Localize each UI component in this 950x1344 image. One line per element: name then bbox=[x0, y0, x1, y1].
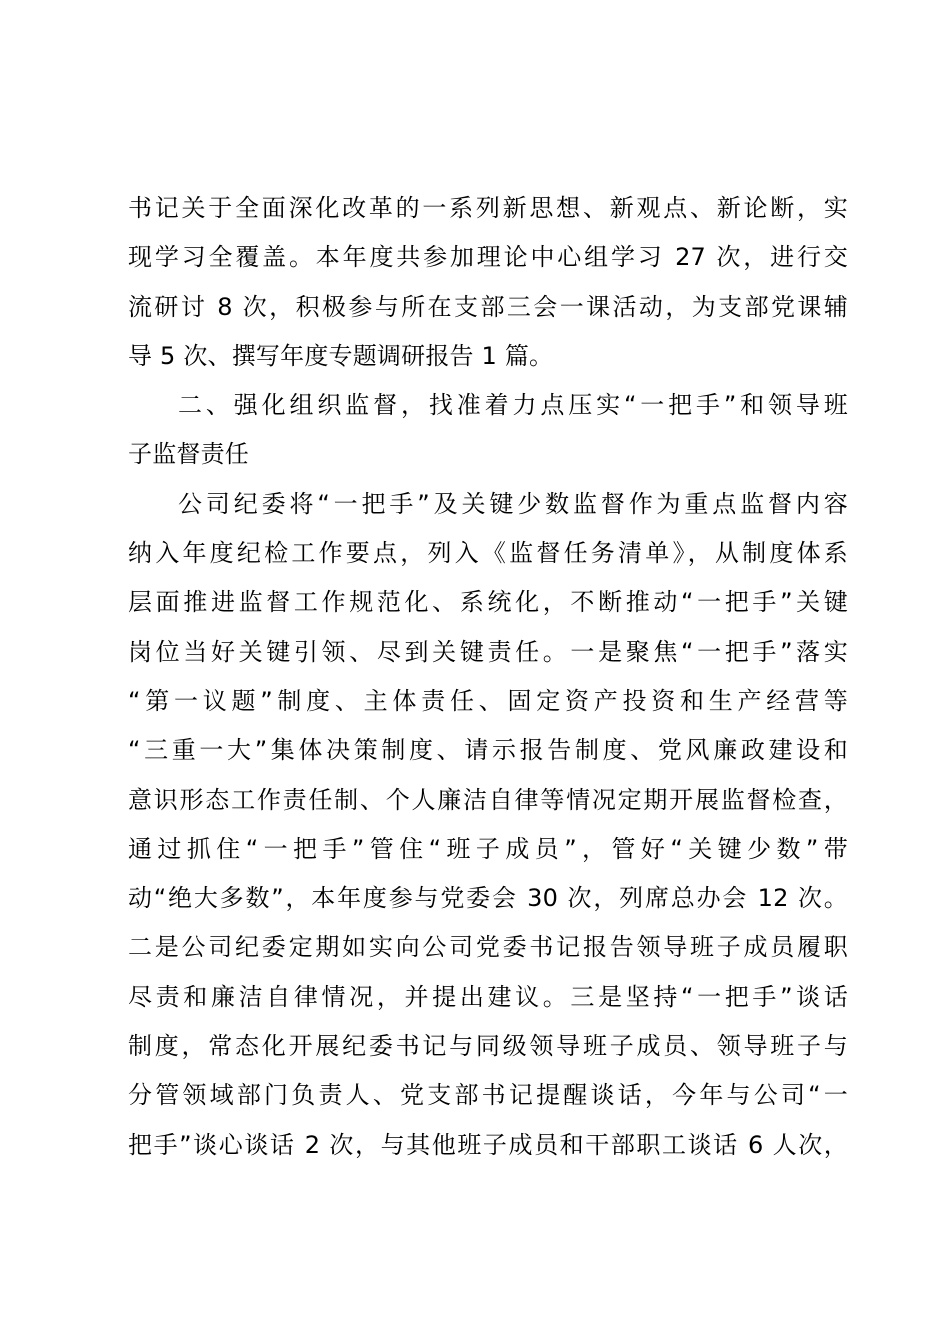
paragraph-line: 现学习全覆盖。本年度共参加理论中心组学习 27 次，进行交 bbox=[128, 243, 848, 272]
paragraph-line: 书记关于全面深化改革的一系列新思想、新观点、新论断，实 bbox=[128, 194, 848, 222]
section-heading-line: 二、强化组织监督，找准着力点压实“一把手”和领导班 bbox=[178, 391, 848, 420]
paragraph-line: 流研讨 8 次，积极参与所在支部三会一课活动，为支部党课辅 bbox=[128, 292, 848, 321]
paragraph-line: 二是公司纪委定期如实向公司党委书记报告领导班子成员履职 bbox=[128, 933, 848, 962]
paragraph-line: 岗位当好关键引领、尽到关键责任。一是聚焦“一把手”落实 bbox=[128, 637, 848, 666]
paragraph-line: “三重一大”集体决策制度、请示报告制度、党风廉政建设和 bbox=[128, 736, 848, 765]
paragraph-line: 层面推进监督工作规范化、系统化，不断推动“一把手”关键 bbox=[128, 588, 848, 617]
paragraph-line: 动“绝大多数”，本年度参与党委会 30 次，列席总办会 12 次。 bbox=[128, 884, 848, 913]
paragraph-line: 尽责和廉洁自律情况，并提出建议。三是坚持“一把手”谈话 bbox=[128, 982, 848, 1011]
paragraph-line: “第一议题”制度、主体责任、固定资产投资和生产经营等 bbox=[128, 686, 848, 715]
paragraph-line: 公司纪委将“一把手”及关键少数监督作为重点监督内容 bbox=[178, 489, 848, 518]
paragraph-line: 把手”谈心谈话 2 次，与其他班子成员和干部职工谈话 6 人次， bbox=[128, 1130, 848, 1159]
paragraph-line: 纳入年度纪检工作要点，列入《监督任务清单》，从制度体系 bbox=[128, 539, 848, 568]
paragraph-line: 制度，常态化开展纪委书记与同级领导班子成员、领导班子与 bbox=[128, 1032, 848, 1061]
paragraph-line: 意识形态工作责任制、个人廉洁自律等情况定期开展监督检查， bbox=[128, 785, 848, 814]
paragraph-line: 通过抓住“一把手”管住“班子成员”，管好“关键少数”带 bbox=[128, 834, 848, 863]
paragraph-line: 分管领域部门负责人、党支部书记提醒谈话，今年与公司“一 bbox=[128, 1081, 848, 1110]
document-body bbox=[128, 184, 848, 1170]
section-heading-line: 子监督责任 bbox=[128, 440, 249, 469]
paragraph-line: 导 5 次、撰写年度专题调研报告 1 篇。 bbox=[128, 341, 554, 370]
